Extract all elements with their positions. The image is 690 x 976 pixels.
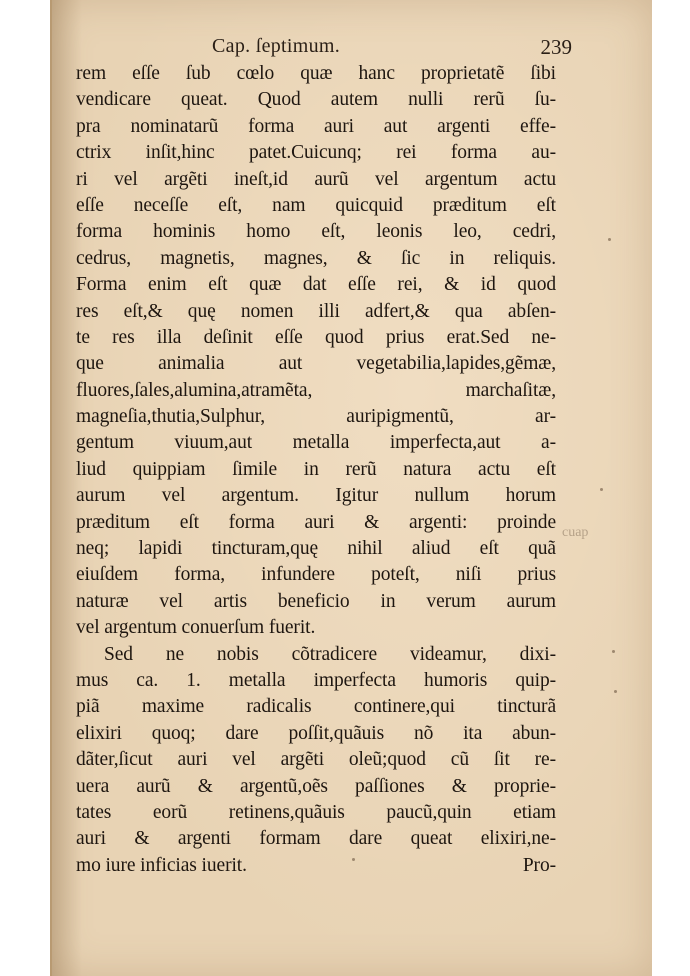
text-line: elixiri quoq; dare poſſit,quãuis nõ ita abun- xyxy=(76,722,556,744)
paper-speck xyxy=(612,650,615,653)
paper-speck xyxy=(600,488,603,491)
text-line-content: mo iure inficias iuerit. xyxy=(76,854,247,876)
text-line: ctrix inſit,hinc patet.Cuicunq; rei forma au- xyxy=(76,142,556,164)
text-line: auri & argenti formam dare queat elixiri,ne- xyxy=(76,828,556,850)
paragraph-start-line: Sed ne nobis cõtradicere videamur, dixi- xyxy=(104,643,556,665)
text-line: pra nominatarũ forma auri aut argenti effe- xyxy=(76,115,556,137)
paper-speck xyxy=(614,690,617,693)
text-line: mus ca. 1. metalla imperfecta humoris quip- xyxy=(76,669,556,691)
text-line: liud quippiam ſimile in rerũ natura actu eſt xyxy=(76,458,556,480)
text-line: dãter,ſicut auri vel argẽti oleũ;quod cũ ſit re- xyxy=(76,749,556,771)
page-number: 239 xyxy=(540,35,572,59)
book-page xyxy=(50,0,652,976)
catchword: Pro- xyxy=(522,854,556,876)
paper-speck xyxy=(352,858,355,861)
text-line: que animalia aut vegetabilia,lapides,gẽmæ, xyxy=(76,353,556,375)
text-line: vel argentum conuerſum fuerit. xyxy=(76,617,316,639)
last-text-line xyxy=(76,853,556,879)
text-line: rem eſſe ſub cœlo quæ hanc proprietatẽ ſibi xyxy=(76,63,556,84)
text-line: vendicare queat. Quod autem nulli rerũ ſu- xyxy=(76,89,556,111)
text-line: uera aurũ & argentũ,oẽs paſſiones & proprie- xyxy=(76,775,556,797)
bleed-through-text: cuap xyxy=(562,525,589,540)
text-line: Forma enim eſt quæ dat eſſe rei, & id quod xyxy=(76,274,556,296)
text-line: ri vel argẽti ineſt,id aurũ vel argentum actu xyxy=(76,168,556,190)
text-line: piã maxime radicalis continere,qui tincturã xyxy=(76,696,556,718)
text-line: præditum eſt forma auri & argenti: proinde xyxy=(76,511,556,533)
text-line: cedrus, magnetis, magnes, & ſic in reliquis. xyxy=(76,247,556,269)
text-line: tates eorũ retinens,quãuis paucũ,quin etiam xyxy=(76,801,556,823)
text-line: eiuſdem forma, infundere poteſt, niſi prius xyxy=(76,564,556,586)
text-line: res eſt,& quę nomen illi adfert,& qua abſen- xyxy=(76,300,556,322)
text-line: naturæ vel artis beneficio in verum aurum xyxy=(76,590,556,612)
running-head: Cap. ſeptimum. xyxy=(212,35,341,57)
text-line: neq; lapidi tincturam,quę nihil aliud eſt quã xyxy=(76,538,556,560)
text-block xyxy=(76,61,556,879)
text-line: te res illa deſinit eſſe quod prius erat.Sed ne- xyxy=(76,326,556,348)
text-line: eſſe neceſſe eſt, nam quicquid præditum eſt xyxy=(76,194,556,216)
text-line: fluores,ſales,alumina,atramẽta, marchaſitæ, xyxy=(76,379,556,401)
text-line: magneſia,thutia,Sulphur, auripigmentũ, ar- xyxy=(76,406,556,428)
text-line: gentum viuum,aut metalla imperfecta,aut a- xyxy=(76,432,556,454)
text-line: aurum vel argentum. Igitur nullum horum xyxy=(76,485,556,507)
paper-speck xyxy=(608,238,611,241)
text-line: forma hominis homo eſt, leonis leo, cedri, xyxy=(76,221,556,243)
